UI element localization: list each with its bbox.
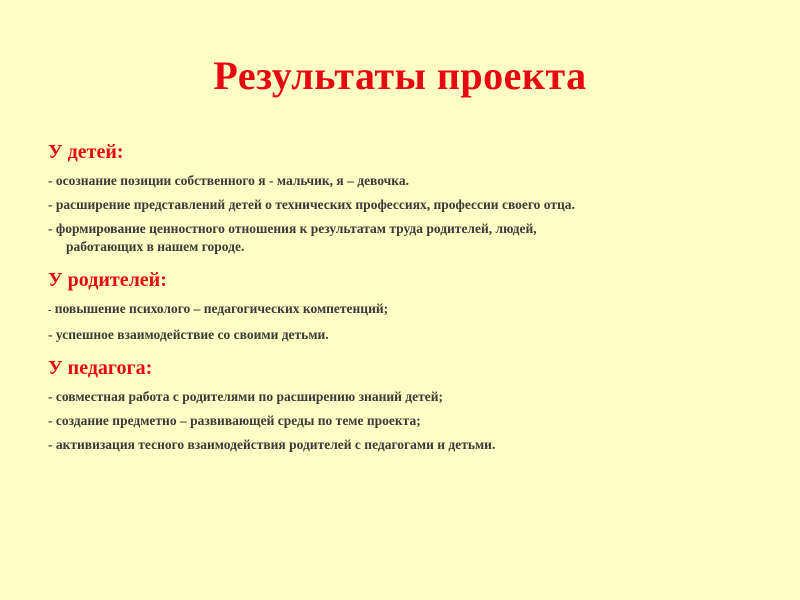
list-item-dash: - — [48, 305, 52, 316]
list-item: - активизация тесного взаимодействия родителей с педагогами и детьми. — [48, 437, 496, 452]
list-item: - создание предметно – развивающей среды по теме проекта; — [48, 413, 421, 428]
section-parents — [48, 268, 758, 344]
slide-content — [48, 140, 758, 460]
list-item-text: повышение психолого – педагогических компетенций; — [51, 301, 389, 316]
list-item: - осознание позиции собственного я - мальчик, я – девочка. — [48, 173, 409, 188]
section-heading-parents: У родителей: — [48, 269, 167, 291]
list-item: - совместная работа с родителями по расширению знаний детей; — [48, 389, 443, 404]
list-item-continuation: работающих в нашем городе. — [66, 239, 245, 254]
list-item: - расширение представлений детей о технических профессиях, профессии своего отца. — [48, 197, 575, 212]
section-heading-teacher: У педагога: — [48, 357, 153, 379]
list-item-line: - формирование ценностного отношения к результатам труда родителей, людей, — [48, 221, 537, 236]
list-item — [48, 300, 758, 320]
section-heading-children: У детей: — [48, 141, 124, 163]
list-item: - успешное взаимодействие со своими детьми. — [48, 327, 329, 342]
section-children — [48, 140, 758, 256]
section-teacher — [48, 356, 758, 454]
list-item — [48, 220, 758, 256]
slide-title: Результаты проекта — [213, 53, 587, 98]
